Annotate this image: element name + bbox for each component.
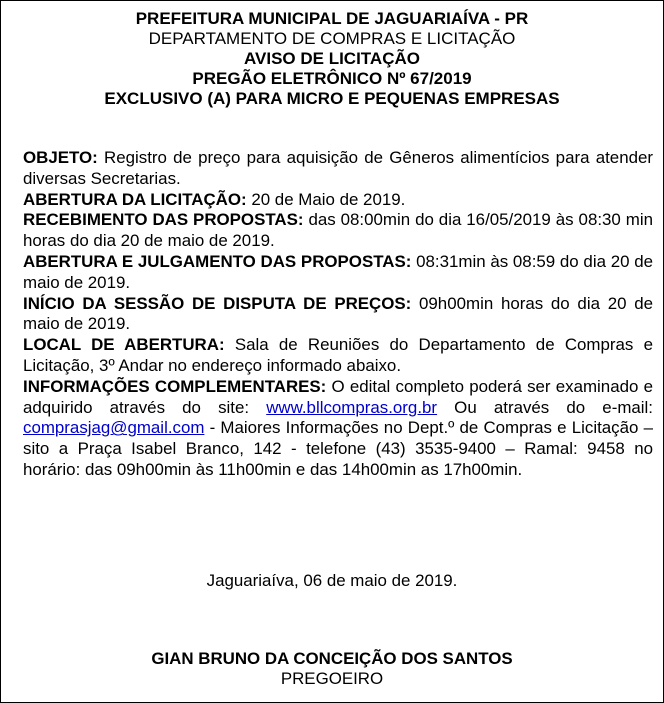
inicio-label: INÍCIO DA SESSÃO DE DISPUTA DE PREÇOS: [23,293,412,313]
section-recebimento [23,210,653,252]
abertura-label: ABERTURA DA LICITAÇÃO: [23,189,247,209]
email-link[interactable]: comprasjag@gmail.com [23,418,205,438]
notice-header [1,1,663,109]
header-notice-type: AVISO DE LICITAÇÃO [244,49,420,68]
objeto-text: Registro de preço para aquisição de Gêneros alimentícios para atender diversas Secretarias. [23,148,653,188]
abertura-text: 20 de Maio de 2019. [246,189,406,209]
header-exclusive: EXCLUSIVO (A) PARA MICRO E PEQUENAS EMPRESAS [104,89,560,108]
header-department: DEPARTAMENTO DE COMPRAS E LICITAÇÃO [148,29,516,48]
julgamento-text: 08:31min às 08:59 do dia 20 de maio de 2019. [23,251,654,292]
local-text: Sala de Reuniões do Departamento de Compras e Licitação, 3º Andar no endereço informado abaixo. [23,335,653,375]
section-info [23,377,653,481]
objeto-label: OBJETO: [23,148,98,167]
section-julgamento [23,252,653,294]
section-local [23,335,653,377]
info-text-3: - Maiores Informações no Dept.º de Compras e Licitação – sito a Praça Isabel Branco, 142 - telefone (43) 3535-9400 – Ramal: 9458 no horário: das 09h00min às 11h00min e das 14h00min as 17h00min. [23,418,653,479]
info-text-2: Ou através do e-mail: [437,397,653,417]
notice-body [23,148,653,481]
notice-date: Jaguariaíva, 06 de maio de 2019. [206,571,458,590]
section-objeto [23,148,653,190]
recebimento-text: das 08:00min do dia 16/05/2019 às 08:30 min horas do dia 20 de maio de 2019. [23,210,653,251]
info-label: INFORMAÇÕES COMPLEMENTARES: [23,376,327,396]
site-link[interactable]: www.bllcompras.org.br [266,397,438,417]
signature-block [1,649,663,689]
local-label: LOCAL DE ABERTURA: [23,335,225,355]
inicio-text: 09h00min horas do dia 20 de maio de 2019. [23,293,654,334]
header-municipality: PREFEITURA MUNICIPAL DE JAGUARIAÍVA - PR [135,9,529,28]
info-text-1: O edital completo poderá ser examinado e adquirido através do site: [23,376,654,417]
section-inicio [23,294,653,336]
julgamento-label: ABERTURA E JULGAMENTO DAS PROPOSTAS: [23,251,412,271]
signatory-role: PREGOEIRO [280,669,384,688]
section-abertura [23,190,653,211]
signatory-name: GIAN BRUNO DA CONCEIÇÃO DOS SANTOS [151,649,513,668]
header-auction-number: PREGÃO ELETRÔNICO Nº 67/2019 [192,69,472,88]
recebimento-label: RECEBIMENTO DAS PROPOSTAS: [23,210,304,230]
